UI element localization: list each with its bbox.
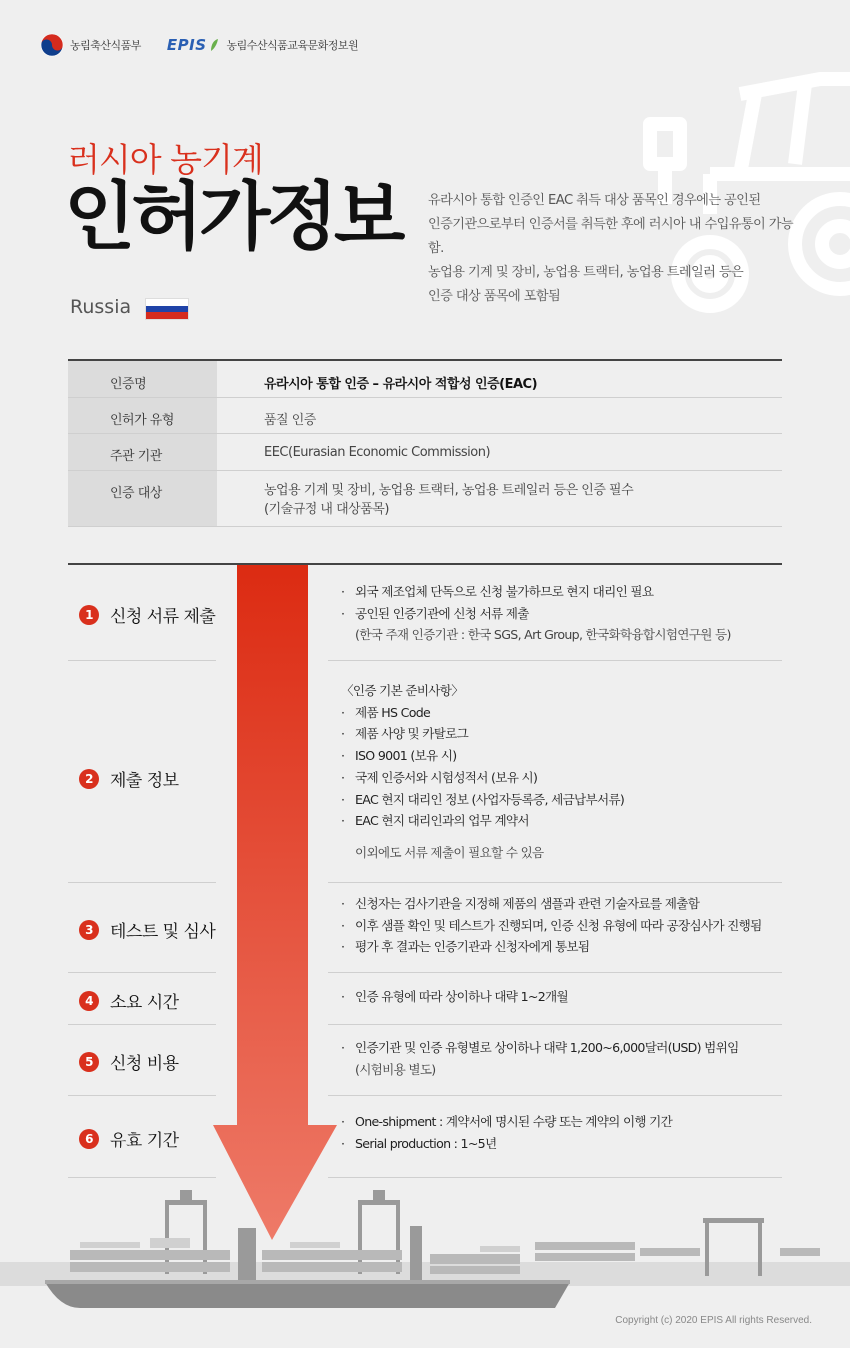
step-divider [328,972,782,973]
step-divider [328,1095,782,1096]
bullet-item: · 국제 인증서와 시험성적서 (보유 시) [341,769,538,785]
bullet-item: · EAC 현지 대리인과의 업무 계약서 [341,813,529,829]
info-row-permit-type [68,398,782,434]
page-title: 인허가정보 [64,174,402,260]
step-divider [328,882,782,883]
info-value-line: 농업용 기계 및 장비, 농업용 트랙터, 농업용 트레일러 등은 인증 필수 [264,483,634,498]
bullet-item: · 인증기관 및 인증 유형별로 상이하나 대략 1,200~6,000달러(USD) 범위임 [341,1040,739,1055]
step-number-badge: 2 [79,769,99,789]
step-title-text: 유효 기간 [110,1131,179,1151]
bullet-item: · 이후 샘플 확인 및 테스트가 진행되며, 인증 신청 유형에 따라 공장심사가 진행됨 [341,917,762,933]
step-6-details [341,1111,781,1154]
spacer [341,832,781,842]
bullet-item: · 제품 HS Code [341,704,431,720]
bullet-item: · 외국 제조업체 단독으로 신청 불가하므로 현지 대리인 필요 [341,584,654,599]
info-key: 주관 기관 [68,434,217,470]
bullet-item: · EAC 현지 대리인 정보 (사업자등록증, 세금납부서류) [341,791,625,807]
info-row-target [68,471,782,527]
bullet-item: · 신청자는 검사기관을 지정해 제품의 샘플과 관련 기술자료를 제출함 [341,896,700,911]
step-divider [68,1177,216,1178]
process-top-border [68,563,782,565]
step-5-title [79,1049,179,1074]
step-number-badge: 1 [79,605,99,625]
step-4-title [79,988,179,1013]
step-2-details [341,680,781,864]
step-title-text: 신청 비용 [110,1054,179,1074]
bullet-item: · 공인된 인증기관에 신청 서류 제출 [341,605,529,621]
step-divider [328,1024,782,1025]
info-key: 인허가 유형 [68,398,217,433]
step-number-badge: 6 [79,1129,99,1149]
step-2-title [79,766,179,791]
step-3-details [341,893,781,958]
certification-info-table [68,359,782,527]
intro-line: 농업용 기계 및 장비, 농업용 트랙터, 농업용 트레일러 등은 [428,265,744,280]
bullet-heading: 〈인증 기본 준비사항〉 [341,683,464,698]
intro-line: 유라시아 통합 인증인 EAC 취득 대상 품목인 경우에는 공인된 [428,193,761,208]
step-title-text: 테스트 및 심사 [110,922,216,942]
step-title-text: 제출 정보 [110,771,179,791]
process-flow-arrow-icon [213,565,337,1240]
step-3-title [79,917,215,942]
cargo-ship-illustration-icon [0,1190,850,1320]
institute-name: 농림수산식품교육문화정보원 [226,39,359,52]
bullet-item: · Serial production : 1~5년 [341,1135,497,1151]
epis-logo-text: EPIS [166,36,207,54]
epis-leaf-icon [209,38,219,52]
ministry-name: 농림축산식품부 [70,39,141,52]
step-4-details [341,986,781,1008]
russia-flag-icon [145,298,189,320]
intro-line: 인증 대상 품목에 포함됨 [428,289,561,304]
step-divider [68,1095,216,1096]
info-value: 유라시아 통합 인증 – 유라시아 적합성 인증(EAC) [264,377,538,392]
info-value [217,471,782,526]
bullet-item: · ISO 9001 (보유 시) [341,748,457,764]
bullet-subtext: 이외에도 서류 제출이 필요할 수 있음 [355,844,544,860]
info-value: 품질 인증 [264,413,316,428]
step-divider [68,882,216,883]
step-number-badge: 5 [79,1052,99,1072]
page-subtitle: 러시아 농기계 [68,140,263,179]
bullet-item: · 제품 사양 및 카탈로그 [341,726,469,742]
bullet-subtext: (한국 주재 인증기관 : 한국 SGS, Art Group, 한국화학융합시험연구원 등) [355,627,731,643]
step-number-badge: 3 [79,920,99,940]
intro-line: 인증기관으로부터 인증서를 취득한 후에 러시아 내 수입유통이 가능함. [428,217,794,256]
info-value-line: (기술규정 내 대상품목) [264,502,389,517]
info-key: 인증 대상 [68,471,217,526]
header-logos [40,32,358,58]
info-row-authority [68,434,782,471]
info-key: 인증명 [68,361,217,397]
step-number-badge: 4 [79,991,99,1011]
bullet-item: · One-shipment : 계약서에 명시된 수량 또는 계약의 이행 기간 [341,1114,673,1129]
step-5-details [341,1037,781,1080]
step-divider [68,1024,216,1025]
bullet-item: · 인증 유형에 따라 상이하나 대략 1~2개월 [341,989,568,1004]
step-1-title [79,602,215,627]
info-value: EEC(Eurasian Economic Commission) [264,445,491,460]
step-title-text: 소요 시간 [110,993,179,1013]
bullet-subtext: (시험비용 별도) [355,1061,436,1077]
step-divider [328,660,782,661]
country-name: Russia [70,296,132,318]
step-divider [68,660,216,661]
intro-text [428,189,808,309]
step-divider [68,972,216,973]
step-1-details [341,581,781,646]
korea-government-emblem-icon [40,33,64,57]
copyright-text: Copyright (c) 2020 EPIS All rights Reserved. [615,1315,812,1326]
info-row-cert-name [68,361,782,398]
step-title-text: 신청 서류 제출 [110,607,216,627]
step-divider [328,1177,782,1178]
step-6-title [79,1126,179,1151]
bullet-item: · 평가 후 결과는 인증기관과 신청자에게 통보됨 [341,939,590,955]
